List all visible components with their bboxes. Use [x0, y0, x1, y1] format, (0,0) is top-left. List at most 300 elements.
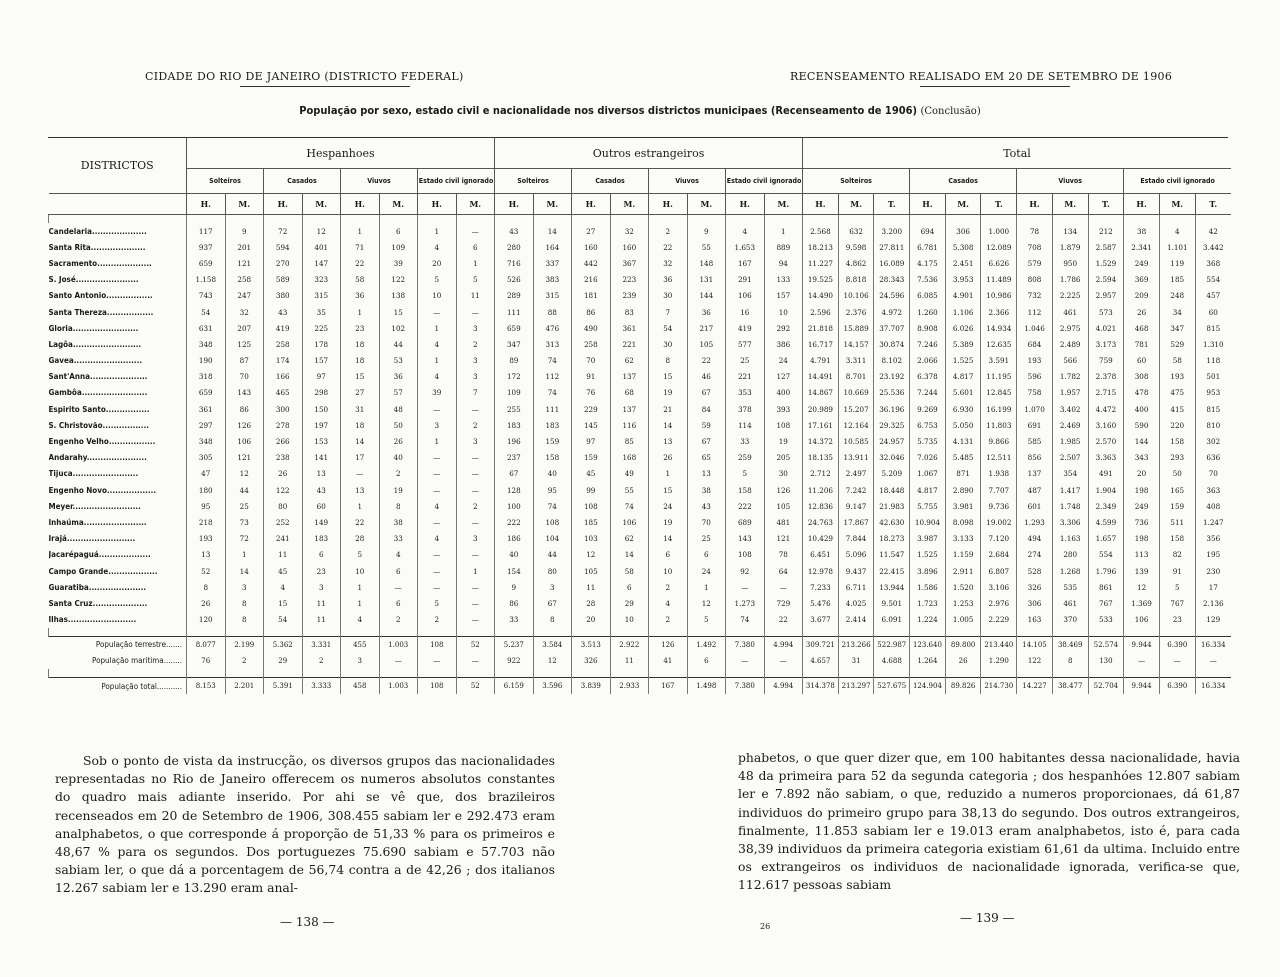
table-cell: 154: [495, 563, 534, 579]
total-cell: 6: [687, 653, 726, 669]
table-cell: 54: [264, 612, 303, 628]
table-cell: 5.389: [945, 336, 981, 352]
table-cell: 2: [456, 336, 495, 352]
district-name: Gavea.........................: [48, 356, 143, 366]
district-name: Meyer.........................: [48, 501, 141, 511]
table-cell: 356: [1195, 531, 1231, 547]
table-cell: 36: [379, 369, 418, 385]
table-cell: —: [726, 579, 765, 595]
table-cell: 6.626: [981, 255, 1017, 271]
subgroup-header: Casados: [572, 169, 649, 194]
spacer-cell: [1052, 215, 1088, 224]
table-cell: 476: [533, 320, 572, 336]
total-cell: 326: [572, 653, 611, 669]
total-cell: 6.390: [1159, 636, 1195, 653]
table-cell: 1.101: [1159, 239, 1195, 255]
table-cell: 6.753: [910, 417, 946, 433]
total-cell: 4.994: [764, 636, 803, 653]
table-cell: 5.755: [910, 498, 946, 514]
table-cell: 487: [1017, 482, 1053, 498]
spacer-cell: [456, 215, 495, 224]
table-cell: 94: [764, 255, 803, 271]
table-cell: 6: [456, 239, 495, 255]
table-cell: 86: [495, 595, 534, 611]
table-cell: 5.735: [910, 433, 946, 449]
table-cell: 137: [610, 369, 649, 385]
table-row: [49, 320, 1231, 336]
table-cell: —: [456, 450, 495, 466]
total-cell: 89.826: [945, 678, 981, 695]
table-cell: 636: [1195, 450, 1231, 466]
table-cell: 5.485: [945, 450, 981, 466]
body-text-left-column: [55, 752, 555, 898]
table-cell: 44: [533, 547, 572, 563]
total-cell: 214.730: [981, 678, 1017, 695]
table-cell: 4: [341, 612, 380, 628]
table-cell: 1: [341, 579, 380, 595]
group-header: Total: [803, 138, 1231, 169]
table-cell: 18.273: [874, 531, 910, 547]
sex-header-h: H.: [495, 194, 534, 215]
group-header: Outros estrangeiros: [495, 138, 803, 169]
table-cell: —: [456, 612, 495, 628]
table-cell: 1.067: [910, 466, 946, 482]
table-cell: 23: [302, 563, 341, 579]
table-cell: 50: [379, 417, 418, 433]
table-cell: 528: [1017, 563, 1053, 579]
table-cell: 1: [225, 547, 264, 563]
table-cell: 18.448: [874, 482, 910, 498]
table-cell: 378: [726, 401, 765, 417]
table-cell: 2.712: [803, 466, 839, 482]
table-row: [49, 369, 1231, 385]
table-cell: —: [456, 401, 495, 417]
table-cell: 12.164: [838, 417, 874, 433]
spacer-cell: [764, 669, 803, 678]
table-cell: 1.046: [1017, 320, 1053, 336]
table-cell: 20: [1124, 466, 1160, 482]
table-cell: 6: [302, 547, 341, 563]
table-cell: 2.715: [1088, 385, 1124, 401]
table-cell: 1.796: [1088, 563, 1124, 579]
table-cell: 6.711: [838, 579, 874, 595]
spacer-cell: [726, 628, 765, 637]
table-cell: 6.930: [945, 401, 981, 417]
spacer-cell: [533, 215, 572, 224]
spacer-cell: [649, 669, 688, 678]
spacer-cell: [379, 215, 418, 224]
table-cell: 105: [687, 336, 726, 352]
total-cell: —: [764, 653, 803, 669]
total-cell: 38.477: [1052, 678, 1088, 695]
table-cell: 25: [726, 353, 765, 369]
table-cell: 239: [610, 288, 649, 304]
table-cell: 4: [649, 595, 688, 611]
districts-header: DISTRICTOS: [49, 138, 187, 194]
total-cell: 38.469: [1052, 636, 1088, 653]
table-cell: 67: [533, 595, 572, 611]
table-cell: 168: [610, 450, 649, 466]
table-cell: 11: [572, 579, 611, 595]
table-cell: 535: [1052, 579, 1088, 595]
table-cell: 758: [1017, 385, 1053, 401]
table-cell: 33: [726, 433, 765, 449]
table-cell: 7.244: [910, 385, 946, 401]
table-cell: 157: [764, 288, 803, 304]
table-cell: 25.536: [874, 385, 910, 401]
table-cell: 7.242: [838, 482, 874, 498]
table-cell: 10: [341, 563, 380, 579]
table-cell: 183: [302, 531, 341, 547]
total-cell: 2.933: [610, 678, 649, 695]
table-cell: 5: [726, 466, 765, 482]
table-cell: 70: [225, 369, 264, 385]
table-cell: 529: [1159, 336, 1195, 352]
table-cell: 368: [1195, 255, 1231, 271]
table-cell: 1: [341, 498, 380, 514]
table-cell: 7.707: [981, 482, 1017, 498]
table-cell: 126: [225, 417, 264, 433]
spacer-cell: [1052, 669, 1088, 678]
table-cell: 33: [379, 531, 418, 547]
table-cell: 5: [341, 547, 380, 563]
table-cell: 14: [649, 417, 688, 433]
table-cell: 258: [572, 336, 611, 352]
table-cell: 53: [379, 353, 418, 369]
table-cell: 4.817: [910, 482, 946, 498]
table-cell: 106: [225, 433, 264, 449]
table-cell: 3: [456, 320, 495, 336]
spacer-cell: [456, 628, 495, 637]
table-cell: 44: [379, 336, 418, 352]
district-name: Santo Antonio.................: [48, 291, 153, 301]
table-cell: 810: [1195, 417, 1231, 433]
table-cell: 2: [649, 612, 688, 628]
table-cell: 11.195: [981, 369, 1017, 385]
table-cell: 11: [456, 288, 495, 304]
sex-header-m: M.: [456, 194, 495, 215]
table-cell: 14.490: [803, 288, 839, 304]
table-cell: 26: [264, 466, 303, 482]
table-cell: —: [456, 595, 495, 611]
table-cell: 293: [1159, 450, 1195, 466]
sex-header-t: T.: [1195, 194, 1231, 215]
table-cell: —: [456, 579, 495, 595]
table-cell: 62: [610, 531, 649, 547]
table-cell: 1.529: [1088, 255, 1124, 271]
spacer-cell: [726, 215, 765, 224]
table-cell: 36: [649, 272, 688, 288]
table-cell: 27: [572, 223, 611, 239]
table-cell: 86: [225, 401, 264, 417]
table-cell: 20: [572, 612, 611, 628]
table-cell: —: [418, 482, 457, 498]
district-name: Lagôa.........................: [48, 339, 142, 349]
total-cell: 3.333: [302, 678, 341, 695]
table-cell: 25: [225, 498, 264, 514]
table-cell: 221: [726, 369, 765, 385]
table-cell: 258: [225, 272, 264, 288]
table-cell: 55: [687, 239, 726, 255]
total-cell: 314.378: [803, 678, 839, 695]
table-cell: 369: [1124, 272, 1160, 288]
table-cell: 4.972: [874, 304, 910, 320]
table-cell: 24.596: [874, 288, 910, 304]
table-cell: 19.525: [803, 272, 839, 288]
total-cell: 26: [945, 653, 981, 669]
table-cell: 1: [687, 579, 726, 595]
total-cell: 9.944: [1124, 678, 1160, 695]
table-cell: 16.089: [874, 255, 910, 271]
total-cell: 213.297: [838, 678, 874, 695]
table-cell: 2.507: [1052, 450, 1088, 466]
spacer-cell: [264, 669, 303, 678]
table-cell: 8: [379, 498, 418, 514]
table-cell: 1.957: [1052, 385, 1088, 401]
table-cell: 30: [649, 336, 688, 352]
table-cell: 6: [649, 547, 688, 563]
table-cell: 25: [687, 531, 726, 547]
table-cell: 953: [1195, 385, 1231, 401]
table-cell: 112: [1017, 304, 1053, 320]
table-cell: 249: [1124, 255, 1160, 271]
table-cell: 22: [341, 514, 380, 530]
sex-header-t: T.: [981, 194, 1017, 215]
table-cell: 19: [379, 482, 418, 498]
table-cell: 815: [1195, 320, 1231, 336]
spacer-cell: [910, 215, 946, 224]
spacer-cell: [838, 215, 874, 224]
table-cell: 8: [225, 595, 264, 611]
table-cell: —: [764, 579, 803, 595]
table-cell: 2: [379, 612, 418, 628]
table-cell: 18: [341, 353, 380, 369]
spacer-cell: [726, 669, 765, 678]
subgroup-header: Casados: [264, 169, 341, 194]
table-row: [49, 547, 1231, 563]
table-cell: —: [418, 450, 457, 466]
table-cell: 343: [1124, 450, 1160, 466]
table-cell: 74: [533, 498, 572, 514]
table-cell: 108: [726, 547, 765, 563]
table-cell: 30.874: [874, 336, 910, 352]
table-row: [49, 353, 1231, 369]
table-cell: 1.273: [726, 595, 765, 611]
table-cell: 24: [649, 498, 688, 514]
table-cell: 7.120: [981, 531, 1017, 547]
table-cell: 36: [687, 304, 726, 320]
table-cell: 494: [1017, 531, 1053, 547]
table-cell: 24: [687, 563, 726, 579]
table-cell: 24: [764, 353, 803, 369]
spacer-cell: [495, 215, 534, 224]
table-cell: 46: [687, 369, 726, 385]
total-cell: 309.721: [803, 636, 839, 653]
table-cell: 1.106: [945, 304, 981, 320]
total-cell: 108: [418, 678, 457, 695]
table-cell: 129: [1195, 612, 1231, 628]
table-cell: 105: [764, 498, 803, 514]
table-cell: 24.957: [874, 433, 910, 449]
total-row: [49, 653, 1231, 669]
sex-header-m: M.: [610, 194, 649, 215]
table-cell: 15: [379, 304, 418, 320]
table-cell: 167: [726, 255, 765, 271]
sex-header-h: H.: [341, 194, 380, 215]
spacer-cell: [264, 215, 303, 224]
table-cell: 15.207: [838, 401, 874, 417]
spacer-cell: [1159, 215, 1195, 224]
table-cell: 297: [187, 417, 226, 433]
table-cell: 2: [456, 498, 495, 514]
table-cell: 1.369: [1124, 595, 1160, 611]
table-cell: 300: [264, 401, 303, 417]
table-cell: 383: [533, 272, 572, 288]
table-cell: 70: [1195, 466, 1231, 482]
table-cell: 55: [610, 482, 649, 498]
table-cell: 1.586: [910, 579, 946, 595]
total-cell: 41: [649, 653, 688, 669]
district-name: Gambôa........................: [48, 388, 148, 398]
table-cell: 337: [533, 255, 572, 271]
table-cell: 6.091: [874, 612, 910, 628]
total-cell: 1.492: [687, 636, 726, 653]
table-cell: 10: [418, 288, 457, 304]
table-cell: 112: [533, 369, 572, 385]
table-cell: 2.349: [1088, 498, 1124, 514]
table-cell: 736: [1124, 514, 1160, 530]
spacer-cell: [187, 669, 226, 678]
table-cell: 631: [187, 320, 226, 336]
total-cell: 2.201: [225, 678, 264, 695]
table-cell: 12.836: [803, 498, 839, 514]
table-cell: 95: [187, 498, 226, 514]
sex-header-m: M.: [302, 194, 341, 215]
sex-header-t: T.: [1088, 194, 1124, 215]
spacer-cell: [302, 215, 341, 224]
table-cell: 160: [572, 239, 611, 255]
table-cell: 380: [264, 288, 303, 304]
table-cell: —: [456, 514, 495, 530]
table-cell: 158: [726, 482, 765, 498]
spacer-cell: [379, 669, 418, 678]
table-cell: 248: [1159, 288, 1195, 304]
table-cell: 347: [495, 336, 534, 352]
spacer-cell: [1017, 215, 1053, 224]
table-cell: 937: [187, 239, 226, 255]
total-cell: 52: [456, 636, 495, 653]
table-row: [49, 450, 1231, 466]
table-cell: 694: [910, 223, 946, 239]
sex-header-m: M.: [1159, 194, 1195, 215]
sex-header-h: H.: [572, 194, 611, 215]
total-cell: —: [418, 653, 457, 669]
spacer-cell: [945, 215, 981, 224]
table-cell: 26: [187, 595, 226, 611]
table-cell: 14.934: [981, 320, 1017, 336]
sex-header-h: H.: [187, 194, 226, 215]
table-cell: 100: [495, 498, 534, 514]
table-cell: 126: [764, 482, 803, 498]
table-cell: 266: [264, 433, 303, 449]
table-cell: 2.911: [945, 563, 981, 579]
table-cell: 861: [1088, 579, 1124, 595]
table-cell: 490: [572, 320, 611, 336]
page-number-right: — 139 —: [960, 911, 1015, 925]
table-cell: 461: [1052, 304, 1088, 320]
table-cell: 39: [379, 255, 418, 271]
table-cell: 3.402: [1052, 401, 1088, 417]
table-cell: 42: [1195, 223, 1231, 239]
table-cell: 6: [379, 223, 418, 239]
spacer-cell: [1017, 628, 1053, 637]
table-cell: 113: [1124, 547, 1160, 563]
table-cell: 589: [264, 272, 303, 288]
spacer-cell: [803, 669, 839, 678]
table-cell: 117: [187, 223, 226, 239]
table-cell: 34: [1159, 304, 1195, 320]
table-cell: 2: [649, 579, 688, 595]
table-cell: 119: [1159, 255, 1195, 271]
table-cell: 16.717: [803, 336, 839, 352]
table-cell: 218: [187, 514, 226, 530]
table-row: [49, 304, 1231, 320]
table-cell: 6.378: [910, 369, 946, 385]
table-cell: 209: [1124, 288, 1160, 304]
table-cell: 12.635: [981, 336, 1017, 352]
table-cell: 109: [495, 385, 534, 401]
table-cell: 137: [610, 401, 649, 417]
table-row: [49, 482, 1231, 498]
table-cell: 4: [418, 369, 457, 385]
table-cell: 2.570: [1088, 433, 1124, 449]
table-cell: 32: [610, 223, 649, 239]
table-cell: 87: [225, 353, 264, 369]
table-cell: 1.723: [910, 595, 946, 611]
table-cell: 1.748: [1052, 498, 1088, 514]
table-cell: 4.817: [945, 369, 981, 385]
table-cell: 2.975: [1052, 320, 1088, 336]
table-cell: 78: [1017, 223, 1053, 239]
table-cell: 579: [1017, 255, 1053, 271]
table-cell: 298: [302, 385, 341, 401]
table-cell: 4: [264, 579, 303, 595]
table-cell: 5: [418, 272, 457, 288]
district-name: Santa Thereza.................: [48, 307, 154, 317]
table-cell: 153: [302, 433, 341, 449]
table-cell: 3: [456, 353, 495, 369]
sex-header-h: H.: [264, 194, 303, 215]
total-cell: 14.227: [1017, 678, 1053, 695]
table-cell: 367: [610, 255, 649, 271]
table-cell: 36.196: [874, 401, 910, 417]
table-cell: 4.025: [838, 595, 874, 611]
table-cell: 86: [572, 304, 611, 320]
table-cell: 12.978: [803, 563, 839, 579]
table-cell: 759: [1088, 353, 1124, 369]
table-cell: 74: [726, 612, 765, 628]
district-name: Espirito Santo................: [48, 404, 150, 414]
total-cell: —: [726, 653, 765, 669]
sex-header-h: H.: [803, 194, 839, 215]
table-cell: 247: [225, 288, 264, 304]
district-name: Andarahy......................: [48, 453, 147, 463]
blank-header-cell: [49, 194, 187, 215]
table-cell: 2.489: [1052, 336, 1088, 352]
sex-header-h: H.: [1124, 194, 1160, 215]
total-cell: 1.290: [981, 653, 1017, 669]
table-cell: 28.343: [874, 272, 910, 288]
